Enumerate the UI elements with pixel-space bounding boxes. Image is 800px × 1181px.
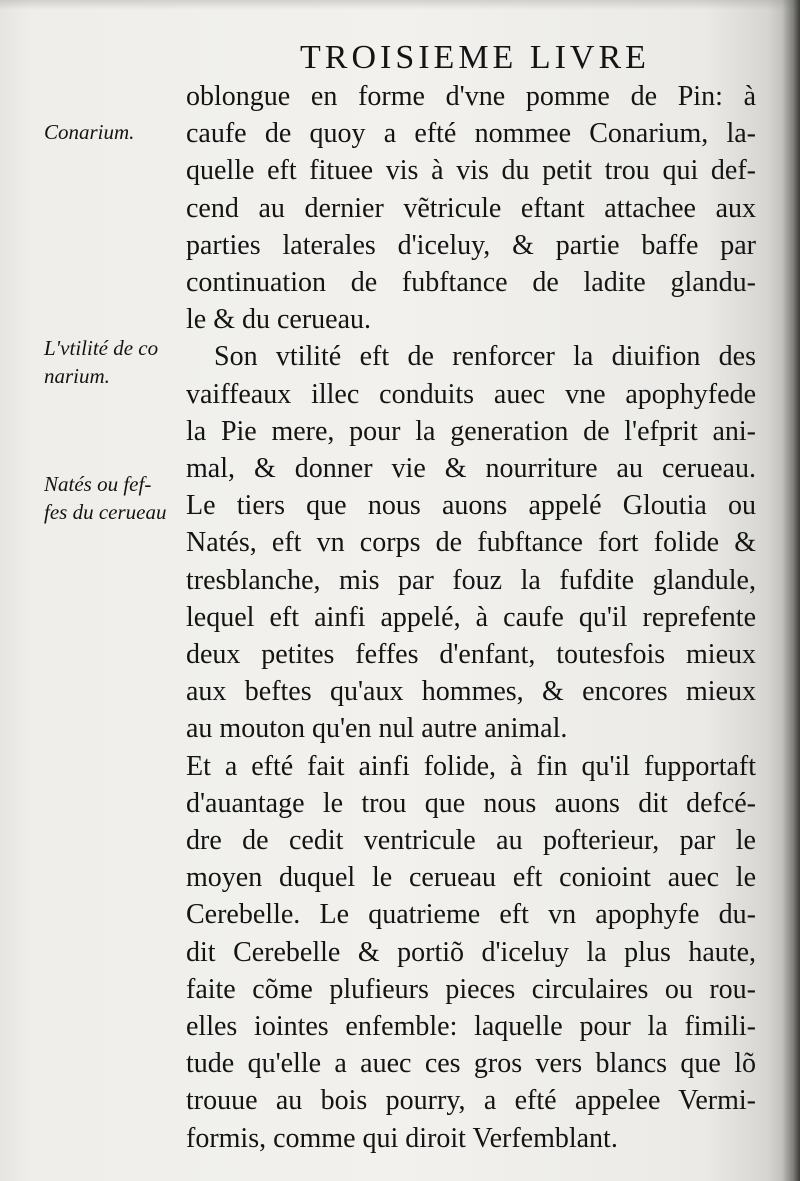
- text-line: caufe de quoy a efté nommee Conarium, la-: [186, 118, 756, 150]
- margin-note-line: fes du cerueau: [44, 500, 167, 524]
- text-line: moyen duquel le cerueau eft conioint auec le: [186, 862, 756, 894]
- text-line: quelle eft fituee vis à vis du petit trou qui def-: [186, 155, 756, 187]
- text-line: Le tiers que nous auons appelé Gloutia ou: [186, 490, 756, 522]
- margin-note-line: L'vtilité de co: [44, 336, 159, 360]
- margin-notes: [0, 0, 190, 1181]
- text-line: cend au dernier vẽtricule eftant attachee aux: [186, 192, 756, 224]
- text-line: deux petites feffes d'enfant, toutesfois mieux: [186, 639, 756, 671]
- text-line: aux beftes qu'aux hommes, & encores mieux: [186, 676, 756, 708]
- running-head: TROISIEME LIVRE: [300, 39, 650, 76]
- margin-note-line: Natés ou fef-: [44, 472, 152, 496]
- text-line: Et a efté fait ainfi folide, à fin qu'il fupportaft: [186, 750, 756, 782]
- text-line: dit Cerebelle & portiõ d'iceluy la plus haute,: [186, 936, 756, 968]
- text-line: trouue au bois pourry, a efté appelee Vermi-: [186, 1085, 756, 1117]
- text-line: Son vtilité eft de renforcer la diuifion des: [214, 341, 756, 373]
- text-line: faite cõme plufieurs pieces circulaires ou rou-: [186, 973, 756, 1005]
- text-line: mal, & donner vie & nourriture au cerueau.: [186, 453, 756, 485]
- margin-note-line: narium.: [44, 364, 110, 388]
- margin-note-line: Conarium.: [44, 120, 135, 144]
- text-line: tresblanche, mis par fouz la fufdite glandule,: [186, 564, 756, 596]
- text-line: continuation de fubftance de ladite glandu-: [186, 267, 756, 299]
- text-line: elles iointes enfemble: laquelle pour la fimili-: [186, 1011, 756, 1043]
- text-line: lequel eft ainfi appelé, à caufe qu'il reprefente: [186, 601, 756, 633]
- text-line: le & du cerueau.: [186, 304, 372, 336]
- text-line: la Pie mere, pour la generation de l'efprit ani-: [186, 415, 756, 447]
- text-line: vaiffeaux illec conduits auec vne apophyfede: [186, 378, 756, 410]
- text-line: oblongue en forme d'vne pomme de Pin: à: [186, 81, 756, 112]
- margin-note-nates: [44, 470, 166, 526]
- page-gutter-shadow: [782, 0, 800, 1181]
- text-line: Cerebelle. Le quatrieme eft vn apophyfe du-: [186, 899, 756, 931]
- text-line: d'auantage le trou que nous auons dit defcé-: [186, 787, 756, 819]
- text-line: Natés, eft vn corps de fubftance fort folide &: [186, 527, 756, 559]
- text-line: au mouton qu'en nul autre animal.: [186, 713, 568, 745]
- body-text: [186, 78, 756, 1157]
- margin-note-utilite: [44, 334, 158, 390]
- text-line: tude qu'elle a auec ces gros vers blancs que lõ: [186, 1048, 756, 1080]
- text-line: parties laterales d'iceluy, & partie baffe par: [186, 229, 756, 261]
- text-line: dre de cedit ventricule au pofterieur, par le: [186, 825, 756, 857]
- margin-note-conarium: [44, 118, 134, 146]
- text-line: formis, comme qui diroit Verfemblant.: [186, 1122, 618, 1154]
